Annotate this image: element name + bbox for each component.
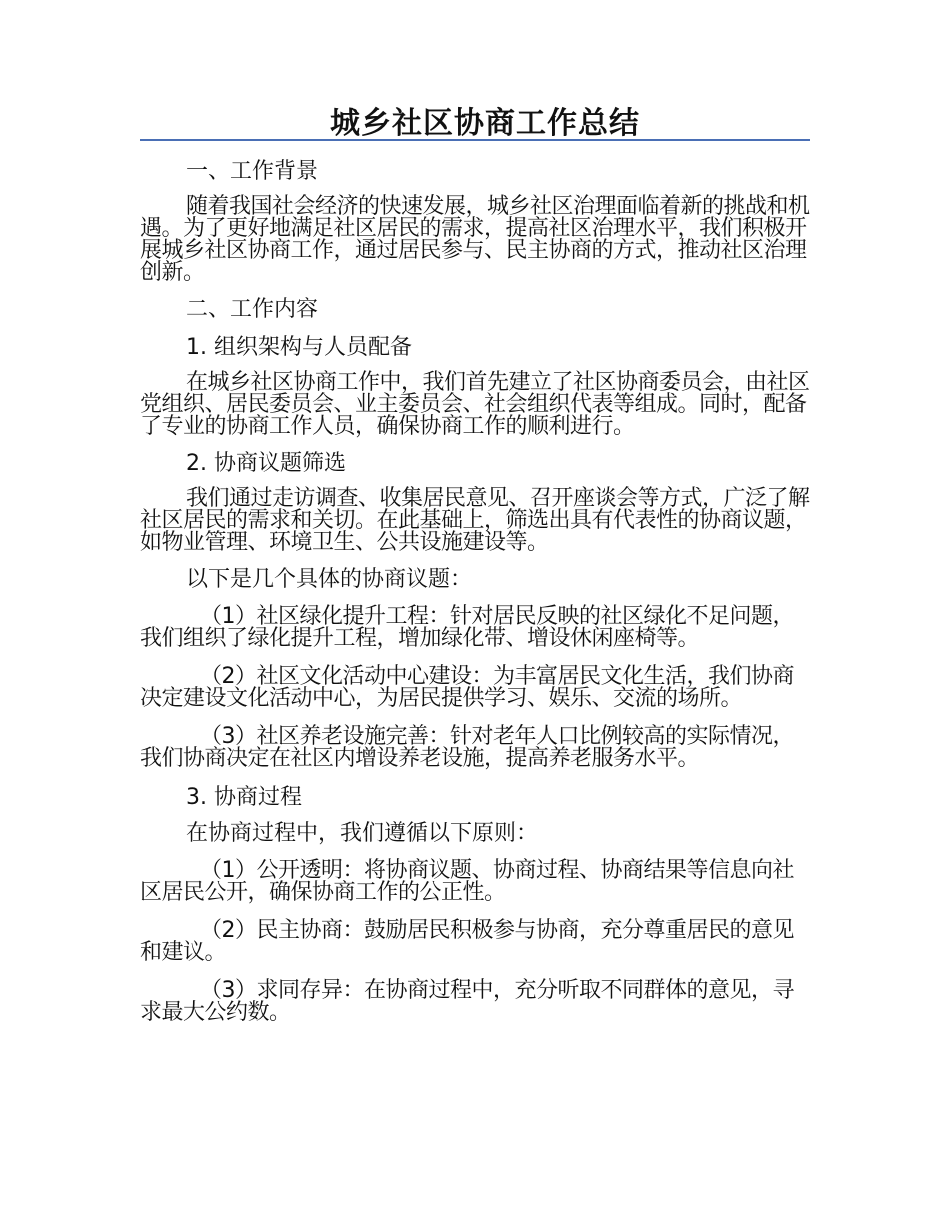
topic-item-2: （2）社区文化活动中心建设：为丰富居民文化生活，我们协商决定建设文化活动中心，为居民提供学习、娱乐、交流的场所。 (140, 664, 794, 711)
heading-content: 二、工作内容 (186, 297, 319, 322)
heading-topic-selection: 2. 协商议题筛选 (186, 451, 346, 476)
heading-organization: 1. 组织架构与人员配备 (186, 335, 412, 360)
paragraph-organization: 在城乡社区协商工作中，我们首先建立了社区协商委员会，由社区党组织、居民委员会、业主委员会、社会组织代表等组成。同时，配备了专业的协商工作人员，确保协商工作的顺利进行。 (140, 370, 810, 439)
topic-item-3: （3）社区养老设施完善：针对老年人口比例较高的实际情况，我们协商决定在社区内增设养老设施，提高养老服务水平。 (140, 724, 794, 771)
paragraph-topic-selection: 我们通过走访调查、收集居民意见、召开座谈会等方式，广泛了解社区居民的需求和关切。在此基础上，筛选出具有代表性的协商议题，如物业管理、环境卫生、公共设施建设等。 (140, 486, 810, 555)
principle-item-1: （1）公开透明：将协商议题、协商过程、协商结果等信息向社区居民公开，确保协商工作的公正性。 (140, 858, 794, 905)
document-body (140, 158, 810, 1024)
document-title: 城乡社区协商工作总结 (330, 106, 640, 141)
heading-process: 3. 协商过程 (186, 785, 302, 810)
heading-topic-list: 以下是几个具体的协商议题： (186, 567, 473, 592)
heading-background: 一、工作背景 (186, 159, 319, 184)
heading-principles: 在协商过程中，我们遵循以下原则： (186, 821, 539, 846)
principle-item-3: （3）求同存异：在协商过程中，充分听取不同群体的意见，寻求最大公约数。 (140, 978, 794, 1025)
paragraph-background: 随着我国社会经济的快速发展，城乡社区治理面临着新的挑战和机遇。为了更好地满足社区居民的需求，提高社区治理水平，我们积极开展城乡社区协商工作，通过居民参与、民主协商的方式，推动社区治理创新。 (140, 194, 810, 285)
title-underline (140, 139, 810, 141)
topic-item-1: （1）社区绿化提升工程：针对居民反映的社区绿化不足问题，我们组织了绿化提升工程，增加绿化带、增设休闲座椅等。 (140, 604, 794, 651)
document-page (140, 100, 810, 1025)
principle-item-2: （2）民主协商：鼓励居民积极参与协商，充分尊重居民的意见和建议。 (140, 918, 794, 965)
